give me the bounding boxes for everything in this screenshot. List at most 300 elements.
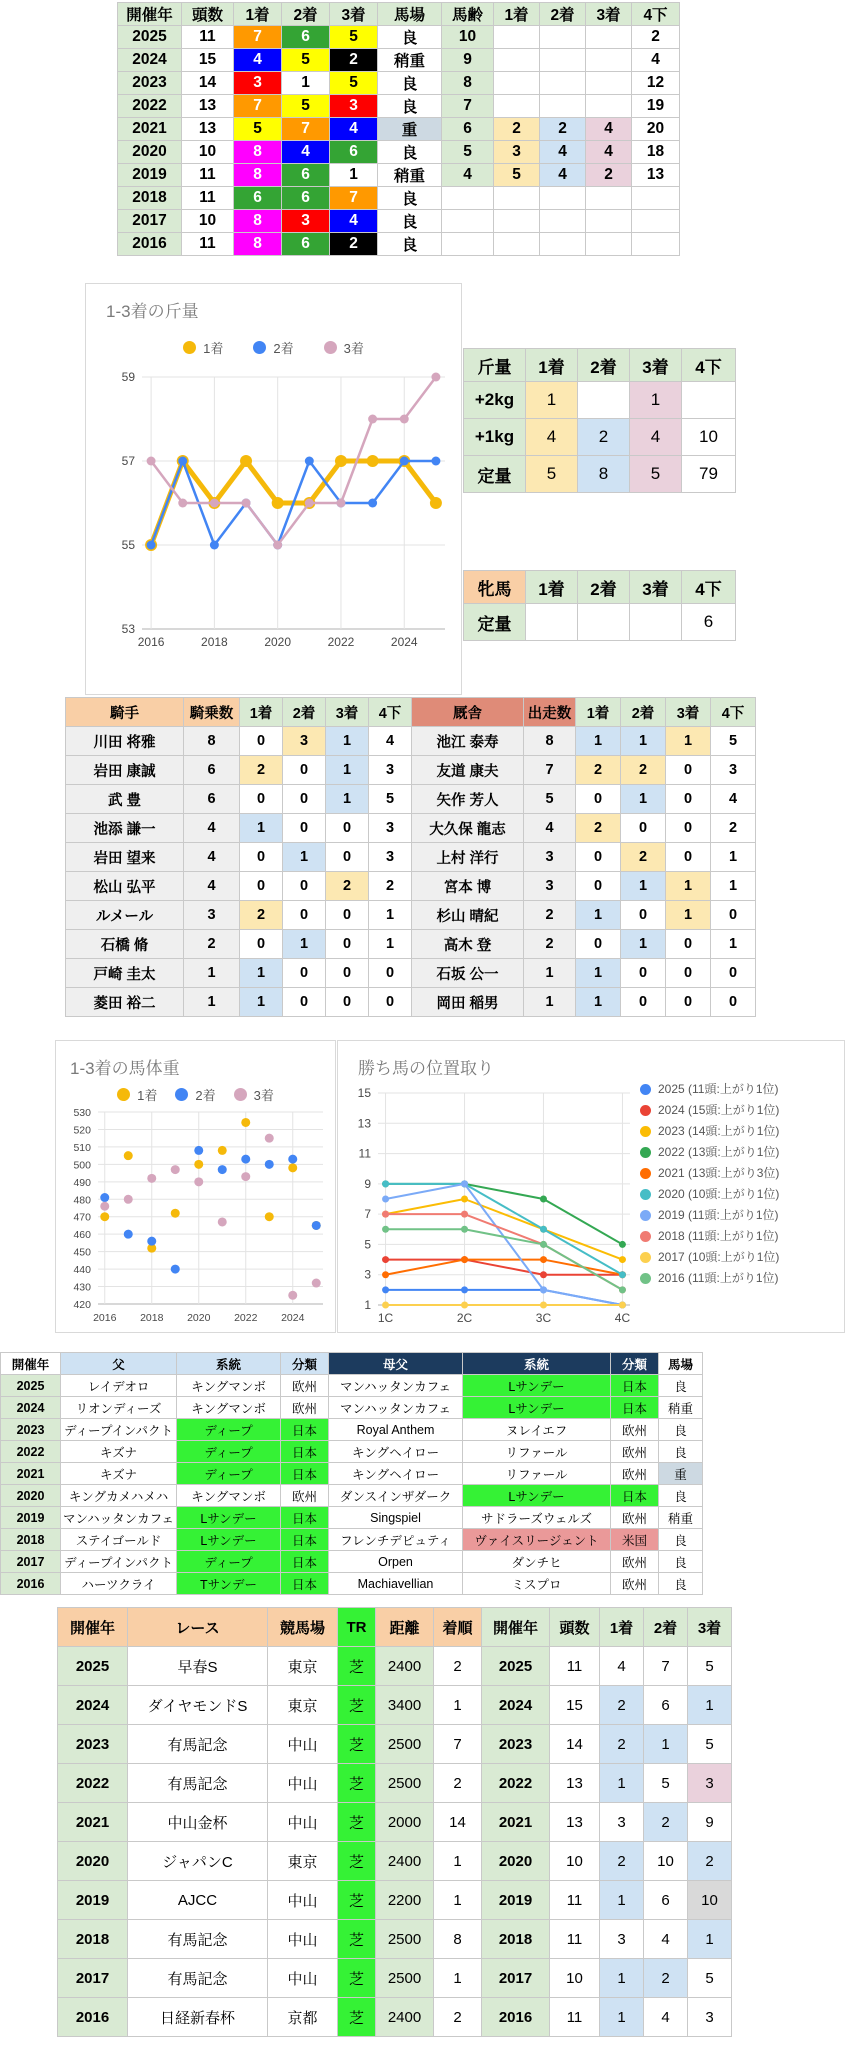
legend-item	[324, 338, 364, 357]
table-cell: 0	[326, 988, 369, 1017]
table-cell: 1	[576, 727, 621, 756]
table-cell: 0	[666, 785, 711, 814]
legend-color-dot	[253, 341, 266, 354]
table-cell: 欧州	[611, 1463, 659, 1485]
table-cell: 4	[540, 164, 586, 187]
svg-text:2016: 2016	[93, 1312, 117, 1324]
table-cell: 2017	[58, 1959, 128, 1998]
table-cell: 7	[644, 1647, 688, 1686]
table-row	[1, 1551, 703, 1573]
table-cell: 東京	[268, 1686, 338, 1725]
table-cell: ディープ	[177, 1551, 281, 1573]
table-cell: 中山	[268, 1803, 338, 1842]
table-cell	[494, 187, 540, 210]
table-cell	[540, 26, 586, 49]
table-cell: 0	[621, 988, 666, 1017]
table-cell: 4	[184, 814, 240, 843]
table-row	[118, 187, 680, 210]
table-row	[66, 843, 756, 872]
table-cell: 2023	[58, 1725, 128, 1764]
table-cell: ダンスインザダーク	[329, 1485, 463, 1507]
table-cell	[632, 233, 680, 256]
table-cell: Tサンデー	[177, 1573, 281, 1595]
table-cell: 石坂 公一	[412, 959, 524, 988]
table-cell: Lサンデー	[463, 1397, 611, 1419]
table-cell	[632, 187, 680, 210]
column-header: 系統	[177, 1353, 281, 1375]
svg-text:490: 490	[73, 1176, 91, 1189]
table-cell: 14	[550, 1725, 600, 1764]
table-cell: 3	[369, 756, 412, 785]
table-row	[66, 814, 756, 843]
table-cell: 池江 泰寿	[412, 727, 524, 756]
table-cell: 79	[682, 456, 736, 493]
table-cell: 0	[666, 843, 711, 872]
table-row	[1, 1573, 703, 1595]
table-cell: 良	[378, 26, 442, 49]
table-cell: 15	[550, 1686, 600, 1725]
legend-label: 2023 (14頭:上がり1位)	[658, 1124, 780, 1138]
table-cell: 武 豊	[66, 785, 184, 814]
table-row	[118, 233, 680, 256]
table-cell: 10	[682, 419, 736, 456]
table-row	[464, 382, 736, 419]
table-cell: 有馬記念	[128, 1920, 268, 1959]
table-cell: 早春S	[128, 1647, 268, 1686]
table-row	[58, 1803, 732, 1842]
table-cell: ディープ	[177, 1441, 281, 1463]
legend-item	[640, 1270, 779, 1287]
table-cell: 1	[621, 727, 666, 756]
table-cell: 3	[494, 141, 540, 164]
table-cell: 1	[184, 959, 240, 988]
table-row	[58, 1920, 732, 1959]
table-cell: 3	[283, 727, 326, 756]
table-cell: 6	[282, 164, 330, 187]
table-cell: 稍重	[659, 1507, 703, 1529]
table-cell: 10	[442, 26, 494, 49]
svg-text:2018: 2018	[201, 635, 228, 649]
table-cell: 良	[659, 1551, 703, 1573]
table-row	[1, 1463, 703, 1485]
table-cell: 5	[494, 164, 540, 187]
table-row	[118, 95, 680, 118]
table-cell: 菱田 裕二	[66, 988, 184, 1017]
table-cell: Machiavellian	[329, 1573, 463, 1595]
table-cell: 3	[330, 95, 378, 118]
table-cell: 1	[524, 959, 576, 988]
table-cell: 良	[659, 1573, 703, 1595]
table-cell: 14	[434, 1803, 482, 1842]
column-header: 1着	[240, 698, 283, 727]
table-cell: 6	[184, 785, 240, 814]
table-cell: 0	[283, 756, 326, 785]
table-cell: 2	[632, 26, 680, 49]
table-cell: 2020	[1, 1485, 61, 1507]
table-cell: 2019	[118, 164, 182, 187]
table-cell: 10	[644, 1842, 688, 1881]
column-header: 父	[61, 1353, 177, 1375]
table-cell: 4	[442, 164, 494, 187]
table-cell: 2	[330, 233, 378, 256]
table-row	[118, 49, 680, 72]
table-cell: 0	[283, 901, 326, 930]
table-cell: 2021	[482, 1803, 550, 1842]
table-cell: 13	[632, 164, 680, 187]
table-row	[118, 72, 680, 95]
table-cell	[540, 95, 586, 118]
yearly-results-table	[117, 2, 680, 256]
table-cell: 有馬記念	[128, 1959, 268, 1998]
table-cell: 2018	[58, 1920, 128, 1959]
legend-item	[640, 1081, 779, 1098]
table-cell: 2016	[482, 1998, 550, 2037]
table-cell: 2	[434, 1998, 482, 2037]
table-cell: 2025	[118, 26, 182, 49]
column-header: 競馬場	[268, 1608, 338, 1647]
table-cell: 2500	[376, 1959, 434, 1998]
weight-chart-legend	[56, 1085, 335, 1104]
table-cell: 12	[632, 72, 680, 95]
legend-item	[640, 1207, 779, 1224]
svg-text:2C: 2C	[456, 1311, 473, 1325]
table-cell: 2021	[118, 118, 182, 141]
table-cell: 2	[434, 1647, 482, 1686]
table-cell: 日本	[281, 1463, 329, 1485]
column-header: 2着	[540, 3, 586, 26]
svg-text:3C: 3C	[535, 1311, 552, 1325]
table-cell: 東京	[268, 1842, 338, 1881]
table-cell: 2	[240, 901, 283, 930]
table-cell: マンハッタンカフェ	[329, 1397, 463, 1419]
table-cell: 2	[644, 1959, 688, 1998]
table-cell: 京都	[268, 1998, 338, 2037]
table-cell: 2500	[376, 1920, 434, 1959]
table-cell: 7	[234, 95, 282, 118]
table-cell: 良	[378, 210, 442, 233]
table-cell: ミスプロ	[463, 1573, 611, 1595]
table-cell: 7	[434, 1725, 482, 1764]
table-cell	[586, 26, 632, 49]
table-cell: ディープインパクト	[61, 1419, 177, 1441]
table-row	[118, 26, 680, 49]
legend-color-dot	[234, 1088, 247, 1101]
table-cell: 稍重	[378, 164, 442, 187]
table-cell: 2025	[58, 1647, 128, 1686]
table-cell: 1	[621, 785, 666, 814]
table-cell: 0	[576, 872, 621, 901]
table-cell: 5	[688, 1647, 732, 1686]
table-row	[66, 727, 756, 756]
legend-color-dot	[640, 1252, 651, 1263]
column-header: 馬場	[659, 1353, 703, 1375]
table-cell: AJCC	[128, 1881, 268, 1920]
table-cell: 稍重	[378, 49, 442, 72]
table-cell: 1	[434, 1881, 482, 1920]
table-cell: 有馬記念	[128, 1725, 268, 1764]
column-header: 3着	[688, 1608, 732, 1647]
svg-text:57: 57	[121, 454, 135, 468]
table-cell: ステイゴールド	[61, 1529, 177, 1551]
column-header: 3着	[630, 349, 682, 382]
table-cell: 岩田 康誠	[66, 756, 184, 785]
table-cell: 4	[632, 49, 680, 72]
legend-color-dot	[640, 1105, 651, 1116]
table-cell: 2	[600, 1842, 644, 1881]
table-cell: 8	[434, 1920, 482, 1959]
table-cell: 東京	[268, 1647, 338, 1686]
table-cell: 11	[550, 1920, 600, 1959]
table-cell: 0	[326, 814, 369, 843]
table-cell: 定量	[464, 604, 526, 641]
table-cell: 2025	[482, 1647, 550, 1686]
legend-color-dot	[640, 1231, 651, 1242]
table-cell	[442, 233, 494, 256]
table-cell: 2	[240, 756, 283, 785]
table-cell: 1	[282, 72, 330, 95]
table-cell: 4	[184, 872, 240, 901]
table-cell: 1	[326, 727, 369, 756]
table-row	[58, 1842, 732, 1881]
table-cell: 日本	[611, 1485, 659, 1507]
table-cell: 9	[688, 1803, 732, 1842]
previous-race-table	[57, 1607, 732, 2037]
table-cell: 6	[442, 118, 494, 141]
table-cell: 10	[688, 1881, 732, 1920]
table-cell: 中山	[268, 1725, 338, 1764]
column-header: TR	[338, 1608, 376, 1647]
table-cell: 2500	[376, 1725, 434, 1764]
legend-item	[640, 1123, 779, 1140]
table-cell: 4	[630, 419, 682, 456]
table-cell: 松山 弘平	[66, 872, 184, 901]
table-cell: 日本	[281, 1419, 329, 1441]
table-cell: サドラーズウェルズ	[463, 1507, 611, 1529]
table-cell: リファール	[463, 1463, 611, 1485]
table-cell: 良	[378, 233, 442, 256]
table-row	[464, 604, 736, 641]
svg-text:530: 530	[73, 1107, 91, 1119]
table-cell: 3	[282, 210, 330, 233]
svg-text:2020: 2020	[264, 635, 292, 649]
table-row	[1, 1485, 703, 1507]
table-cell: 4	[586, 118, 632, 141]
table-cell: 岩田 望来	[66, 843, 184, 872]
table-cell: 中山金杯	[128, 1803, 268, 1842]
table-cell: マンハッタンカフェ	[329, 1375, 463, 1397]
table-cell: Lサンデー	[463, 1485, 611, 1507]
position-chart-title: 勝ち馬の位置取り	[358, 1059, 494, 1078]
table-cell: 19	[632, 95, 680, 118]
table-cell: 1	[630, 382, 682, 419]
table-cell: 重	[378, 118, 442, 141]
legend-color-dot	[640, 1273, 651, 1284]
table-row	[66, 756, 756, 785]
table-cell: 1	[526, 382, 578, 419]
table-cell	[682, 382, 736, 419]
legend-item	[253, 338, 293, 357]
svg-text:460: 460	[73, 1229, 91, 1242]
table-cell: 欧州	[611, 1441, 659, 1463]
table-cell: 2018	[118, 187, 182, 210]
table-row	[118, 210, 680, 233]
table-cell: 欧州	[611, 1573, 659, 1595]
table-cell: 0	[621, 814, 666, 843]
column-header: 2着	[621, 698, 666, 727]
table-cell	[586, 72, 632, 95]
table-cell: 有馬記念	[128, 1764, 268, 1803]
svg-text:13: 13	[357, 1116, 371, 1131]
table-cell: 1	[666, 901, 711, 930]
table-cell	[632, 210, 680, 233]
table-cell: 2	[644, 1803, 688, 1842]
table-cell: 2019	[482, 1881, 550, 1920]
table-cell: 日本	[611, 1375, 659, 1397]
legend-color-dot	[183, 341, 196, 354]
table-cell: 0	[369, 959, 412, 988]
column-header: 2着	[644, 1608, 688, 1647]
svg-text:420: 420	[73, 1299, 91, 1311]
table-cell: 6	[644, 1686, 688, 1725]
table-cell: 11	[182, 26, 234, 49]
table-cell: 13	[550, 1764, 600, 1803]
table-row	[66, 872, 756, 901]
table-cell: 2	[621, 756, 666, 785]
table-cell: 7	[442, 95, 494, 118]
table-cell	[578, 604, 630, 641]
column-header: 馬場	[378, 3, 442, 26]
table-cell: 良	[659, 1529, 703, 1551]
table-cell: 0	[369, 988, 412, 1017]
table-cell: 大久保 龍志	[412, 814, 524, 843]
table-cell: 2021	[58, 1803, 128, 1842]
table-cell: 4	[711, 785, 756, 814]
svg-text:470: 470	[73, 1211, 91, 1224]
table-cell: 7	[524, 756, 576, 785]
table-cell: 0	[666, 814, 711, 843]
svg-text:2016: 2016	[137, 635, 165, 649]
table-row	[118, 118, 680, 141]
table-row	[58, 1725, 732, 1764]
table-cell: 1	[283, 843, 326, 872]
table-cell: 2020	[482, 1842, 550, 1881]
legend-label: 1着	[137, 1088, 158, 1103]
table-cell: 欧州	[281, 1375, 329, 1397]
table-cell: 5	[442, 141, 494, 164]
table-cell: 1	[330, 164, 378, 187]
table-cell: 1	[240, 959, 283, 988]
table-cell: 欧州	[611, 1507, 659, 1529]
table-cell: 2400	[376, 1842, 434, 1881]
table-cell: 良	[378, 95, 442, 118]
svg-text:9: 9	[364, 1176, 371, 1191]
svg-text:1C: 1C	[377, 1311, 394, 1325]
legend-item	[183, 338, 223, 357]
table-cell: 中山	[268, 1920, 338, 1959]
table-cell: レイデオロ	[61, 1375, 177, 1397]
table-cell: 10	[550, 1959, 600, 1998]
table-cell: 2022	[482, 1764, 550, 1803]
table-cell: 中山	[268, 1959, 338, 1998]
legend-color-dot	[640, 1168, 651, 1179]
legend-item	[175, 1085, 215, 1104]
table-cell: 7	[330, 187, 378, 210]
table-cell	[494, 95, 540, 118]
table-cell: 0	[283, 872, 326, 901]
legend-color-dot	[324, 341, 337, 354]
column-header: 母父	[329, 1353, 463, 1375]
svg-text:430: 430	[73, 1281, 91, 1294]
svg-text:480: 480	[73, 1194, 91, 1207]
table-cell: 岡田 稲男	[412, 988, 524, 1017]
table-cell: 2022	[1, 1441, 61, 1463]
table-row	[66, 901, 756, 930]
table-cell: 1	[240, 988, 283, 1017]
svg-text:53: 53	[121, 622, 135, 636]
table-cell: 5	[711, 727, 756, 756]
table-cell: 5	[234, 118, 282, 141]
table-cell: 2024	[58, 1686, 128, 1725]
table-cell: リファール	[463, 1441, 611, 1463]
table-cell: 稍重	[659, 1397, 703, 1419]
table-cell: 1	[600, 1959, 644, 1998]
table-row	[1, 1419, 703, 1441]
weight-chart-card	[55, 1040, 336, 1333]
table-row	[1, 1375, 703, 1397]
table-row	[58, 1998, 732, 2037]
table-cell: 0	[326, 930, 369, 959]
table-cell: 4	[234, 49, 282, 72]
table-cell: キングヘイロー	[329, 1463, 463, 1485]
table-cell: 11	[550, 1881, 600, 1920]
table-cell: 2	[621, 843, 666, 872]
legend-label: 2016 (11頭:上がり1位)	[658, 1271, 779, 1285]
table-cell: 1	[666, 872, 711, 901]
table-cell: 1	[600, 1764, 644, 1803]
table-cell: 1	[576, 988, 621, 1017]
table-cell: キズナ	[61, 1463, 177, 1485]
svg-text:2024: 2024	[390, 635, 418, 649]
table-row	[1, 1529, 703, 1551]
table-cell: 日本	[281, 1507, 329, 1529]
svg-text:4C: 4C	[614, 1311, 631, 1325]
table-cell: 2	[711, 814, 756, 843]
table-cell: 4	[644, 1920, 688, 1959]
table-cell	[540, 49, 586, 72]
legend-label: 2022 (13頭:上がり1位)	[658, 1145, 780, 1159]
table-cell: 8	[442, 72, 494, 95]
table-cell: 4	[330, 210, 378, 233]
table-cell: 良	[378, 187, 442, 210]
legend-label: 3着	[253, 1088, 274, 1103]
table-cell: 1	[711, 843, 756, 872]
table-cell: 2	[184, 930, 240, 959]
table-row	[1, 1397, 703, 1419]
table-cell: 芝	[338, 1725, 376, 1764]
table-cell: 2017	[118, 210, 182, 233]
table-cell: キングマンボ	[177, 1397, 281, 1419]
column-header: 分類	[281, 1353, 329, 1375]
table-cell: 2018	[1, 1529, 61, 1551]
table-cell: 0	[576, 843, 621, 872]
table-cell: 2024	[1, 1397, 61, 1419]
table-cell: 2400	[376, 1998, 434, 2037]
column-header: 頭数	[182, 3, 234, 26]
table-cell: キングマンボ	[177, 1375, 281, 1397]
table-cell: 10	[182, 210, 234, 233]
table-cell: 芝	[338, 1803, 376, 1842]
table-cell: Lサンデー	[463, 1375, 611, 1397]
